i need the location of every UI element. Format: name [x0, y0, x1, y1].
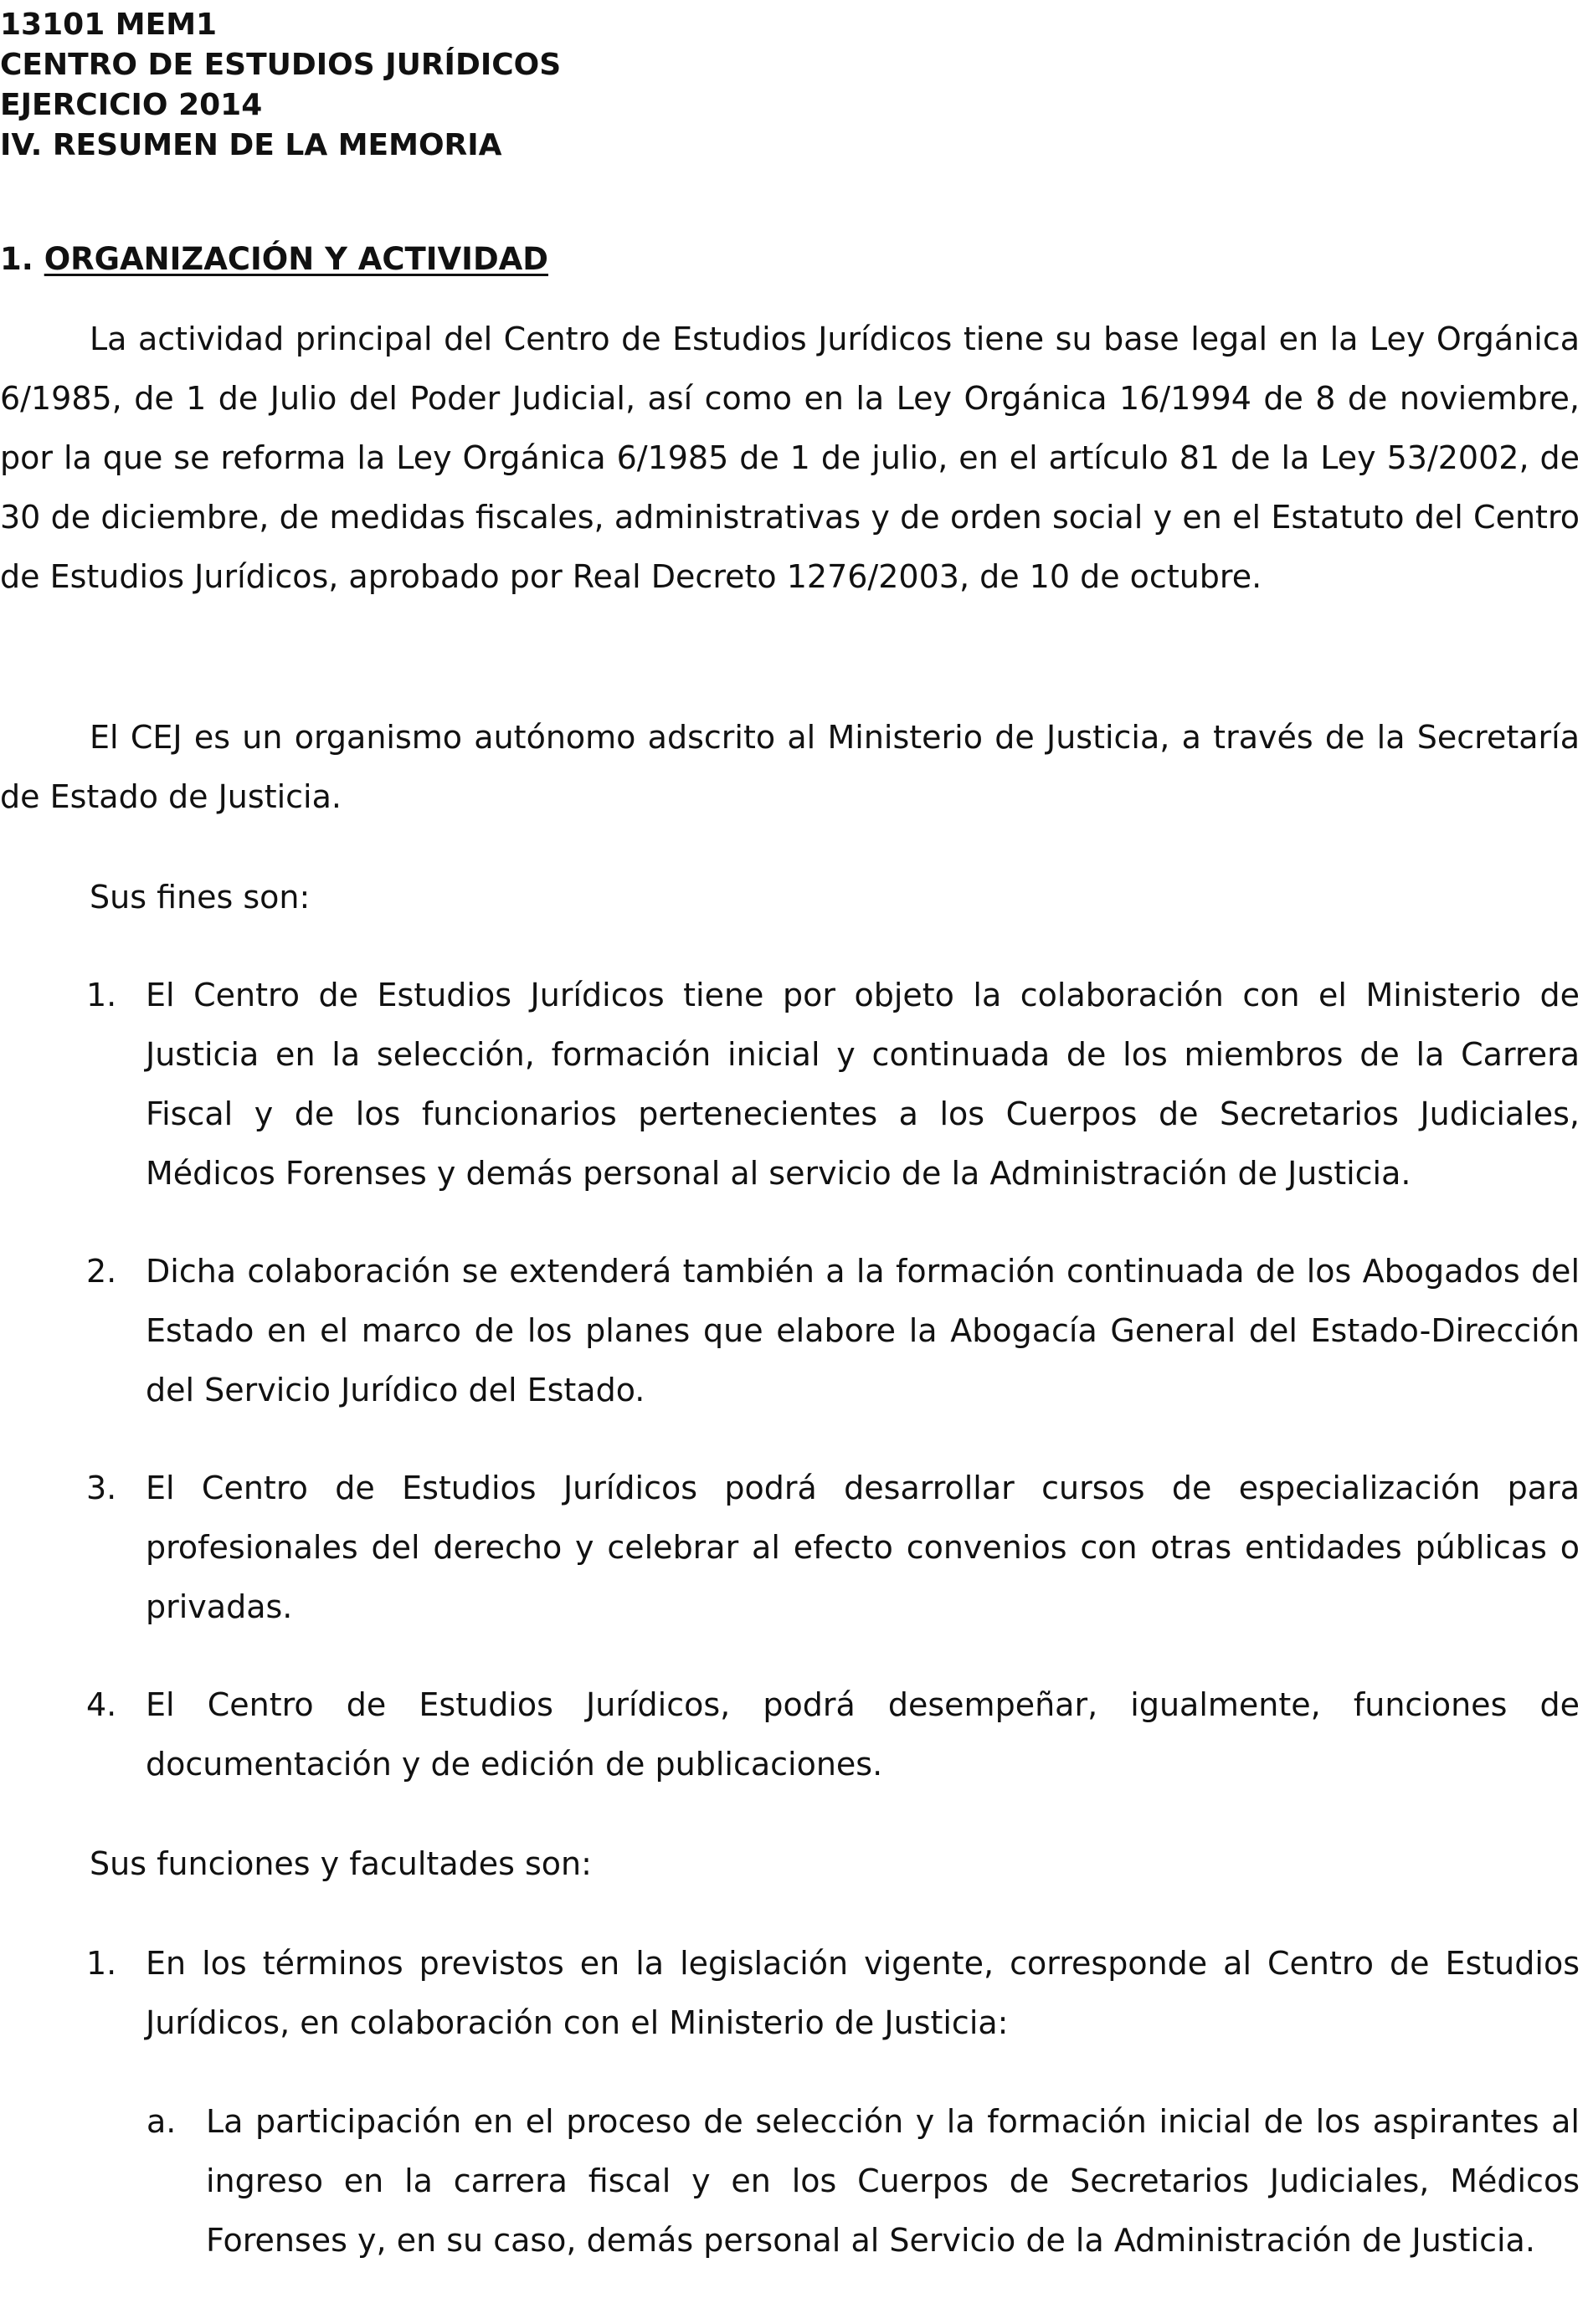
header-organization: CENTRO DE ESTUDIOS JURÍDICOS: [0, 48, 562, 82]
document-header: [0, 5, 561, 166]
header-section: IV. RESUMEN DE LA MEMORIA: [0, 128, 502, 162]
list-item-text: Dicha colaboración se extenderá también a la formación continuada de los Abogados del Estado en el marco de los planes que elabore la Abogacía General del Estado-Dirección del Servicio Jurídico del Estado.: [146, 1253, 1580, 1408]
fines-intro: Sus fines son:: [90, 879, 311, 916]
paragraph-legal-basis: La actividad principal del Centro de Estudios Jurídicos tiene su base legal en la Ley Orgánica 6/1985, de 1 de Julio del Poder Judicial, así como en la Ley Orgánica 16/1994 de 8 de noviembre, por la que se reforma la Ley Orgánica 6/1985 de 1 de julio, en el artículo 81 de la Ley 53/2002, de 30 de diciembre, de medidas fiscales, administrativas y de orden social y en el Estatuto del Centro de Estudios Jurídicos, aprobado por Real Decreto 1276/2003, de 10 de octubre.: [0, 321, 1580, 595]
funciones-intro: Sus funciones y facultades son:: [90, 1845, 592, 1882]
list-item-number: 1.: [86, 1945, 117, 1982]
list-item-number: 2.: [86, 1253, 117, 1290]
sub-item-letter: a.: [146, 2103, 177, 2140]
header-fiscal-year: EJERCICIO 2014: [0, 88, 263, 122]
list-item-text: El Centro de Estudios Jurídicos tiene por objeto la colaboración con el Ministerio de Justicia en la selección, formación inicial y continuada de los miembros de la Carrera Fiscal y de los funcionarios pertenecientes a los Cuerpos de Secretarios Judiciales, Médicos Forenses y demás personal al servicio de la Administración de Justicia.: [146, 977, 1580, 1192]
list-item-text: El Centro de Estudios Jurídicos podrá desarrollar cursos de especialización para profesionales del derecho y celebrar al efecto convenios con otras entidades públicas o privadas.: [146, 1470, 1580, 1625]
list-item-number: 4.: [86, 1686, 117, 1723]
paragraph-cej-description: El CEJ es un organismo autónomo adscrito al Ministerio de Justicia, a través de la Secretaría de Estado de Justicia.: [0, 719, 1580, 815]
list-item-number: 1.: [86, 977, 117, 1013]
section-title: ORGANIZACIÓN Y ACTIVIDAD: [44, 241, 549, 277]
list-item-text: En los términos previstos en la legislación vigente, corresponde al Centro de Estudios Jurídicos, en colaboración con el Ministerio de Justicia:: [146, 1945, 1580, 2041]
sub-item-text: La participación en el proceso de selección y la formación inicial de los aspirantes al ingreso en la carrera fiscal y en los Cuerpos de Secretarios Judiciales, Médicos Forenses y, en su caso, demás personal al Servicio de la Administración de Justicia.: [206, 2103, 1580, 2259]
list-item-text: El Centro de Estudios Jurídicos, podrá desempeñar, igualmente, funciones de documentación y de edición de publicaciones.: [146, 1686, 1580, 1783]
section-heading: [0, 239, 548, 280]
section-number: 1.: [0, 241, 33, 277]
list-item-number: 3.: [86, 1470, 117, 1506]
header-code: 13101 MEM1: [0, 8, 218, 42]
